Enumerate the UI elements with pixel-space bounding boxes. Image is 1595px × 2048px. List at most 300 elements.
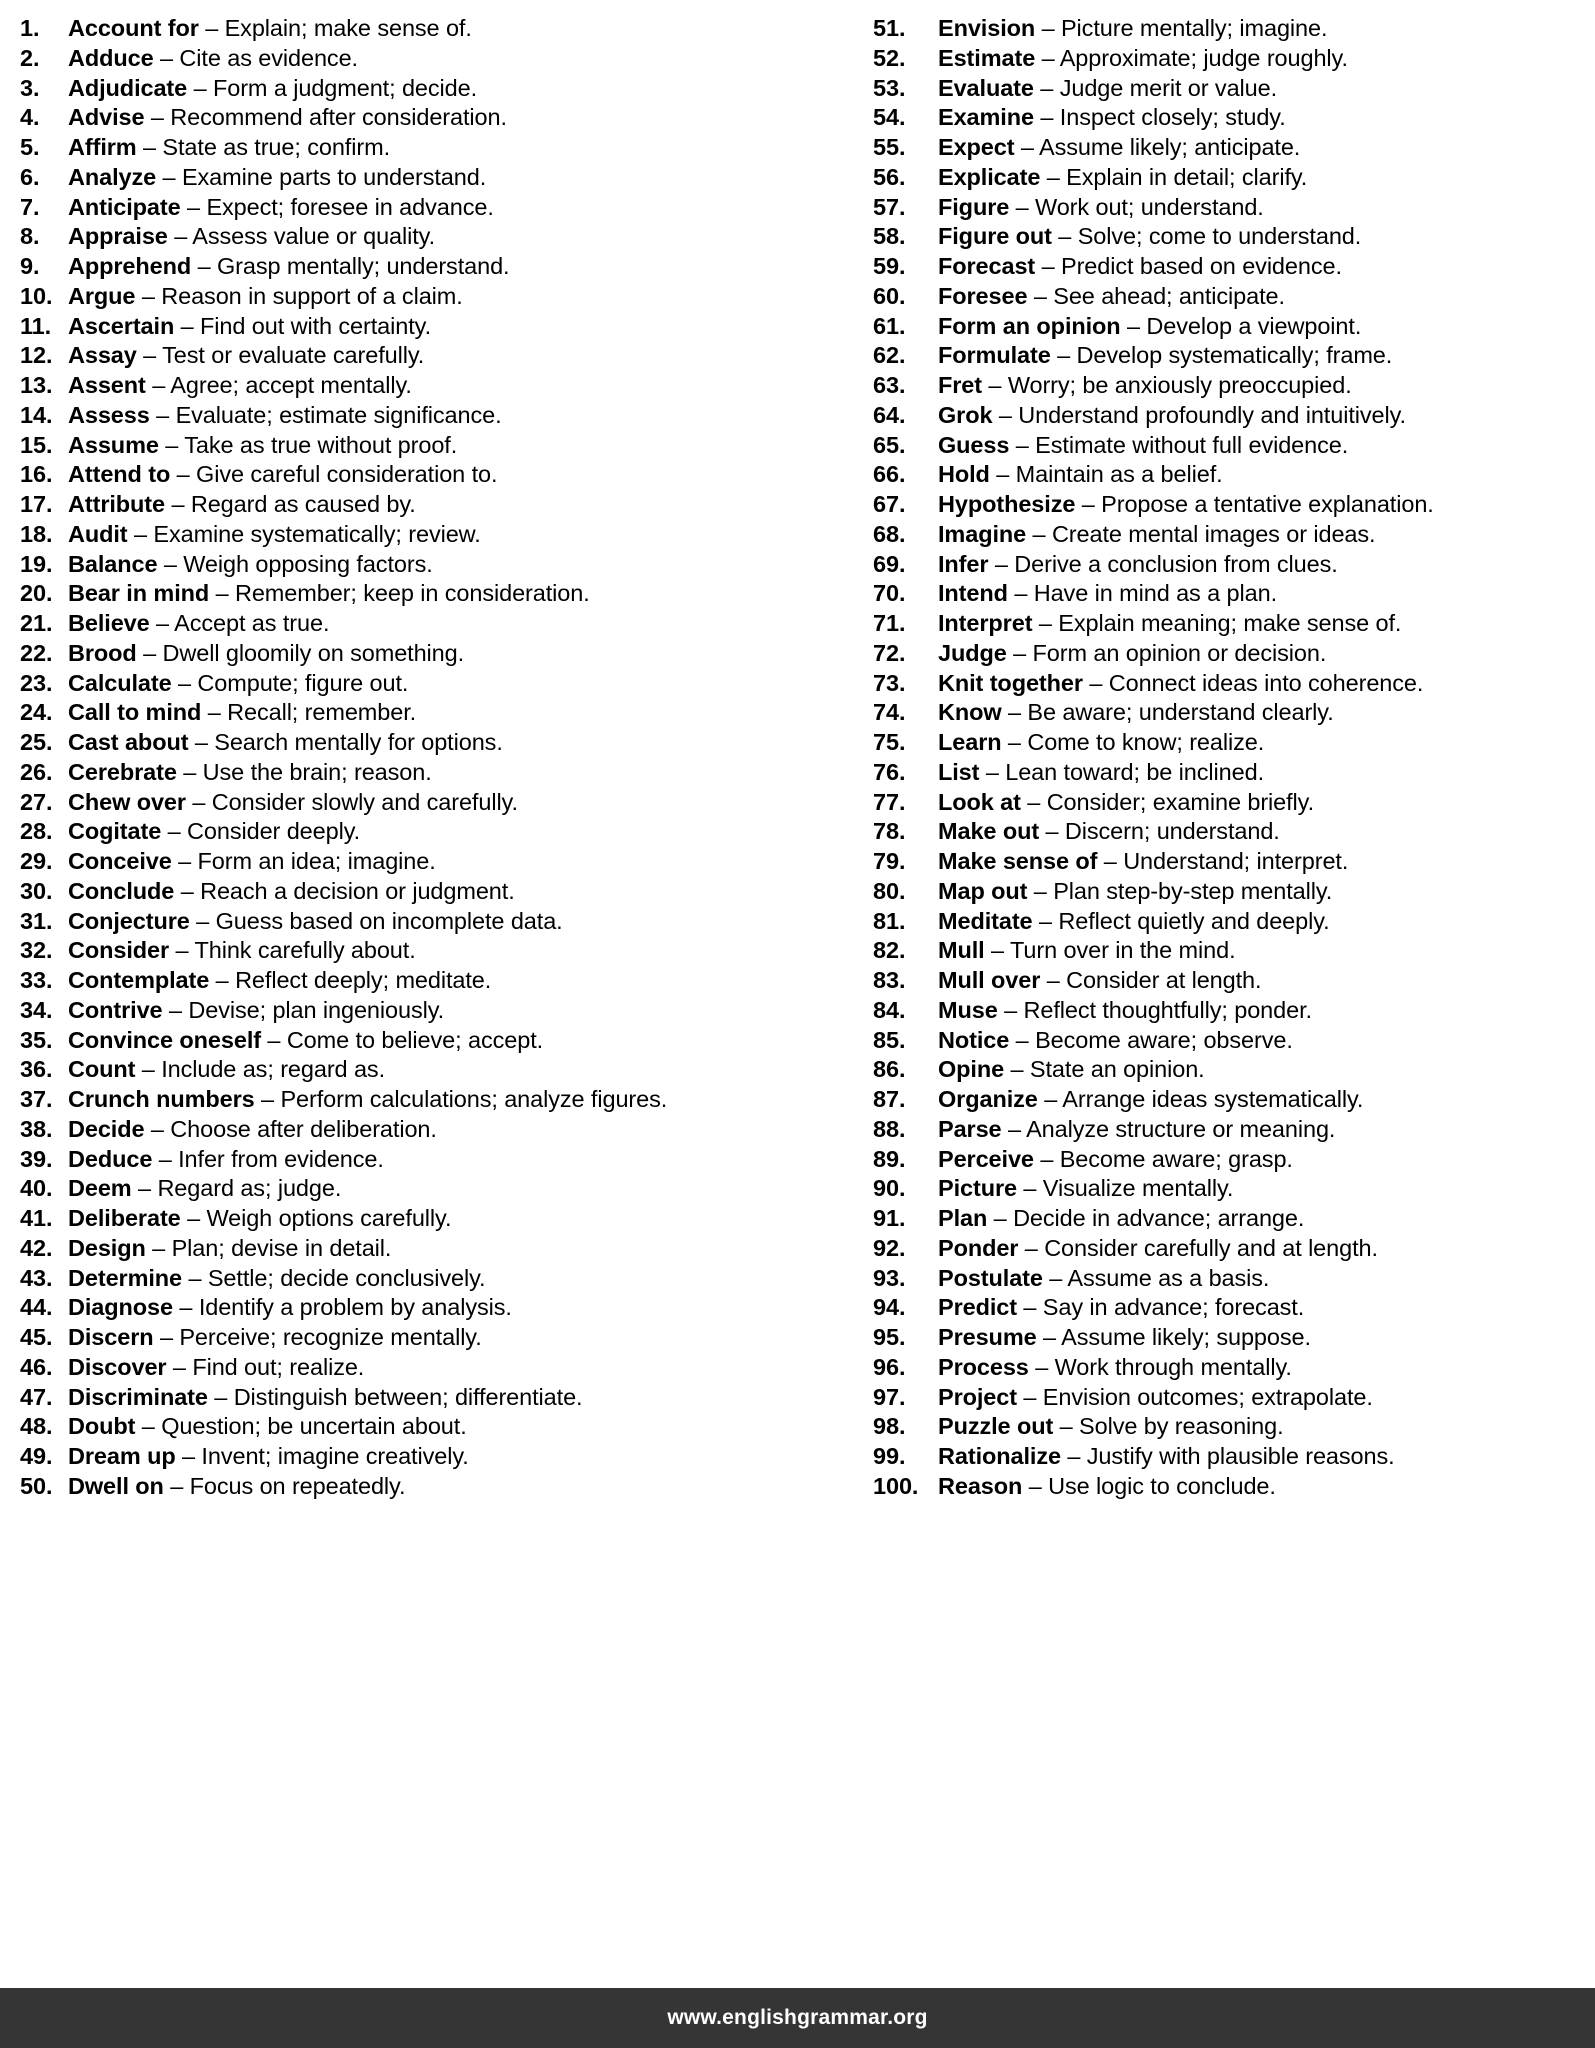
verb-item-dash: –	[1026, 520, 1052, 547]
verb-item-word: Assess	[68, 401, 150, 428]
verb-item-definition: Derive a conclusion from clues.	[1014, 550, 1338, 577]
verb-list-item	[20, 1174, 660, 1204]
verb-item-body	[68, 936, 660, 966]
verb-item-definition: Work through mentally.	[1054, 1353, 1292, 1380]
verb-item-dash: –	[1022, 1472, 1049, 1499]
verb-list-item	[873, 431, 1595, 461]
verb-item-word: Affirm	[68, 134, 137, 160]
verb-list-item	[20, 609, 660, 639]
verb-item-number: 24.	[20, 699, 53, 726]
verb-item-word: Opine	[938, 1056, 1005, 1083]
verb-item-number: 6.	[20, 163, 40, 190]
verb-item-body	[938, 1442, 1595, 1472]
verb-item-definition: Develop a viewpoint.	[1146, 312, 1362, 339]
verb-item-number: 39.	[20, 1145, 53, 1172]
verb-item-number: 48.	[20, 1413, 53, 1440]
verb-item-dash: –	[167, 223, 193, 250]
verb-item-body	[938, 698, 1595, 728]
verb-item-body	[68, 431, 660, 461]
verb-item-number: 19.	[20, 550, 53, 577]
verb-item-body	[938, 222, 1595, 252]
verb-item-dash: –	[153, 1324, 180, 1350]
verb-item-number: 75.	[873, 729, 906, 755]
verb-item-number: 42.	[20, 1234, 53, 1261]
verb-item-dash: –	[979, 758, 1006, 785]
verb-item-body	[68, 609, 660, 639]
verb-item-word: Form an opinion	[938, 312, 1121, 339]
verb-list-item	[20, 341, 660, 371]
verb-item-definition: Reflect quietly and deeply.	[1058, 907, 1330, 934]
verb-list-item	[20, 847, 660, 877]
verb-item-definition: Work out; understand.	[1035, 193, 1264, 220]
verb-item-definition: Identify a problem by analysis.	[198, 1294, 512, 1321]
verb-list-item	[873, 639, 1595, 669]
verb-list-item	[20, 520, 660, 550]
verb-item-dash: –	[136, 134, 163, 160]
verb-item-dash: –	[1006, 639, 1033, 666]
verb-item-definition: Reason in support of a claim.	[161, 282, 463, 309]
verb-item-number: 74.	[873, 699, 906, 726]
verb-item-definition: Examine parts to understand.	[181, 163, 487, 190]
verb-item-word: Deliberate	[68, 1205, 181, 1231]
verb-item-definition: Regard as caused by.	[190, 491, 416, 517]
verb-item-body	[68, 14, 660, 44]
verb-item-dash: –	[1016, 1383, 1043, 1410]
verb-item-number: 36.	[20, 1056, 53, 1083]
verb-item-dash: –	[174, 877, 201, 904]
verb-item-word: Conclude	[68, 877, 175, 904]
verb-item-dash: –	[1001, 729, 1028, 755]
verb-list-item	[873, 1055, 1595, 1085]
verb-list-item	[873, 847, 1595, 877]
verb-item-word: Consider	[68, 937, 170, 964]
verb-item-definition: Worry; be anxiously preoccupied.	[1007, 372, 1352, 398]
verb-item-definition: Explain in detail; clarify.	[1066, 163, 1308, 190]
verb-list-item	[20, 103, 660, 133]
verb-item-definition: Become aware; observe.	[1035, 1026, 1293, 1053]
verb-list-item	[873, 371, 1595, 401]
verb-list-item	[873, 550, 1595, 580]
verb-list-item	[873, 401, 1595, 431]
verb-item-number: 43.	[20, 1264, 53, 1291]
verb-item-dash: –	[165, 491, 191, 517]
verb-list-item	[873, 907, 1595, 937]
verb-item-definition: Justify with plausible reasons.	[1086, 1443, 1395, 1469]
verb-item-word: Project	[938, 1383, 1017, 1410]
verb-item-number: 14.	[20, 401, 53, 428]
verb-list-item	[20, 966, 660, 996]
verb-item-definition: Accept as true.	[174, 610, 330, 636]
verb-item-number: 90.	[873, 1175, 906, 1202]
verb-item-body	[938, 252, 1595, 282]
verb-item-dash: –	[1050, 342, 1077, 369]
verb-item-body	[938, 579, 1595, 609]
verb-item-dash: –	[131, 1175, 158, 1202]
verb-item-body	[68, 252, 660, 282]
verb-item-body	[938, 609, 1595, 639]
verb-item-word: Appraise	[68, 223, 168, 250]
verb-item-word: Calculate	[68, 669, 172, 696]
verb-item-word: Mull	[938, 937, 985, 964]
verb-item-body	[68, 371, 660, 401]
verb-item-definition: Recommend after consideration.	[170, 104, 507, 131]
verb-item-definition: Expect; foresee in advance.	[206, 193, 494, 220]
verb-item-word: Anticipate	[68, 193, 181, 220]
verb-item-number: 86.	[873, 1056, 906, 1083]
verb-item-word: Learn	[938, 729, 1002, 755]
verb-item-dash: –	[156, 163, 182, 190]
verb-item-word: Assay	[68, 342, 137, 369]
verb-item-body	[938, 341, 1595, 371]
verb-item-word: Convince oneself	[68, 1026, 261, 1053]
verb-item-word: Notice	[938, 1026, 1010, 1053]
verb-item-word: Make sense of	[938, 848, 1098, 874]
verb-item-word: Picture	[938, 1175, 1017, 1202]
verb-item-number: 92.	[873, 1234, 906, 1261]
verb-item-word: Dwell on	[68, 1472, 164, 1499]
verb-item-definition: State an opinion.	[1029, 1056, 1205, 1083]
verb-item-word: Design	[68, 1234, 146, 1261]
verb-list-item	[20, 639, 660, 669]
verb-list-item	[873, 579, 1595, 609]
verb-item-definition: Settle; decide conclusively.	[207, 1264, 486, 1291]
verb-list-item	[873, 222, 1595, 252]
verb-item-word: Dream up	[68, 1443, 176, 1469]
verb-item-word: Parse	[938, 1115, 1002, 1142]
verb-item-dash: –	[1001, 699, 1028, 726]
verb-item-definition: Come to know; realize.	[1027, 729, 1265, 755]
verb-item-dash: –	[984, 937, 1010, 964]
footer-website-url[interactable]: www.englishgrammar.org	[667, 2006, 928, 2029]
verb-item-word: Doubt	[68, 1413, 136, 1440]
verb-item-word: Conceive	[68, 848, 172, 874]
verb-item-number: 70.	[873, 580, 906, 607]
verb-item-dash: –	[1016, 1294, 1043, 1321]
verb-item-word: Perceive	[938, 1145, 1034, 1172]
verb-item-word: Process	[938, 1353, 1029, 1380]
verb-list-item	[20, 1055, 660, 1085]
verb-list-item	[873, 460, 1595, 490]
verb-item-dash: –	[180, 1205, 207, 1231]
verb-item-definition: Consider; examine briefly.	[1046, 788, 1315, 815]
verb-item-definition: Evaluate; estimate significance.	[175, 401, 502, 428]
verb-item-definition: Reflect thoughtfully; ponder.	[1023, 996, 1312, 1023]
verb-item-dash: –	[149, 401, 176, 428]
verb-item-dash: –	[135, 282, 162, 309]
verb-item-number: 12.	[20, 342, 53, 369]
verb-item-definition: State as true; confirm.	[162, 134, 390, 160]
verb-item-body	[68, 550, 660, 580]
verb-item-number: 38.	[20, 1115, 53, 1142]
verb-item-number: 44.	[20, 1294, 53, 1321]
verb-item-body	[68, 1264, 660, 1294]
verb-list-item	[20, 1264, 660, 1294]
verb-item-number: 79.	[873, 848, 906, 874]
verb-item-definition: Reflect deeply; meditate.	[235, 967, 492, 993]
verb-item-dash: –	[175, 1443, 202, 1469]
verb-item-dash: –	[172, 1294, 199, 1321]
verb-list-item	[20, 1234, 660, 1264]
verb-list-item	[20, 193, 660, 223]
verb-item-dash: –	[191, 253, 217, 279]
verb-item-definition: Include as; regard as.	[161, 1056, 385, 1083]
verb-item-definition: Discern; understand.	[1064, 818, 1280, 845]
verb-item-body	[938, 103, 1595, 133]
verb-item-number: 64.	[873, 401, 906, 428]
verb-item-number: 32.	[20, 937, 53, 964]
verb-item-definition: Plan step-by-step mentally.	[1053, 877, 1333, 904]
verb-item-word: Attend to	[68, 461, 171, 488]
verb-list-item	[20, 431, 660, 461]
verb-item-definition: Judge merit or value.	[1059, 74, 1278, 101]
verb-item-word: Ponder	[938, 1234, 1019, 1261]
verb-item-body	[938, 193, 1595, 223]
verb-list-item	[873, 817, 1595, 847]
verb-item-word: Envision	[938, 15, 1036, 41]
verb-list-item	[20, 74, 660, 104]
verb-item-definition: Assume likely; suppose.	[1061, 1324, 1311, 1350]
verb-item-dash: –	[149, 610, 175, 636]
verb-item-body	[68, 1055, 660, 1085]
verb-item-body	[68, 579, 660, 609]
verb-item-body	[938, 1234, 1595, 1264]
verb-item-definition: Reach a decision or judgment.	[200, 877, 515, 904]
verb-item-definition: Connect ideas into coherence.	[1108, 669, 1424, 696]
verb-list-item	[20, 44, 660, 74]
verb-item-dash: –	[1053, 1413, 1080, 1440]
verb-item-body	[938, 1293, 1595, 1323]
verb-item-definition: Create mental images or ideas.	[1051, 520, 1376, 547]
verb-item-body	[68, 103, 660, 133]
footer-bar	[0, 1988, 1595, 2048]
verb-item-dash: –	[135, 1413, 162, 1440]
verb-item-body	[68, 877, 660, 907]
verb-list-item	[873, 103, 1595, 133]
verb-item-body	[938, 163, 1595, 193]
verb-item-number: 73.	[873, 669, 906, 696]
verb-list-item	[873, 520, 1595, 550]
verb-item-word: Grok	[938, 401, 993, 428]
verb-item-body	[68, 520, 660, 550]
verb-list-item	[873, 44, 1595, 74]
verb-item-number: 16.	[20, 461, 53, 488]
verb-item-number: 83.	[873, 967, 906, 993]
verb-item-body	[68, 698, 660, 728]
verb-item-definition: Say in advance; forecast.	[1042, 1294, 1305, 1321]
verb-item-number: 99.	[873, 1443, 906, 1469]
verb-item-word: Believe	[68, 610, 150, 636]
verb-item-dash: –	[989, 461, 1016, 488]
verb-item-word: Contrive	[68, 996, 163, 1023]
verb-item-body	[938, 1026, 1595, 1056]
verb-item-body	[68, 312, 660, 342]
verb-item-definition: See ahead; anticipate.	[1053, 282, 1285, 309]
verb-item-definition: Solve by reasoning.	[1079, 1413, 1284, 1440]
verb-item-word: Hypothesize	[938, 491, 1076, 517]
verb-item-definition: Understand profoundly and intuitively.	[1018, 401, 1406, 428]
verb-list-item	[873, 1293, 1595, 1323]
verb-list-item	[20, 877, 660, 907]
verb-item-dash: –	[161, 818, 188, 845]
verb-item-body	[68, 758, 660, 788]
verb-item-body	[68, 460, 660, 490]
verb-item-dash: –	[1035, 15, 1061, 41]
verb-item-dash: –	[162, 996, 189, 1023]
verb-item-word: Estimate	[938, 44, 1036, 71]
verb-list-item	[873, 698, 1595, 728]
verb-item-word: Foresee	[938, 282, 1028, 309]
verb-item-definition: Infer from evidence.	[178, 1145, 384, 1172]
verb-item-number: 55.	[873, 134, 906, 160]
verb-item-body	[938, 1204, 1595, 1234]
verb-item-definition: Think carefully about.	[194, 937, 416, 964]
verb-item-number: 85.	[873, 1026, 906, 1053]
verb-item-word: Argue	[68, 282, 136, 309]
verb-item-number: 51.	[873, 15, 906, 41]
verb-item-body	[938, 966, 1595, 996]
verb-item-word: Reason	[938, 1472, 1023, 1499]
verb-item-word: Cerebrate	[68, 758, 177, 785]
verb-item-body	[938, 1055, 1595, 1085]
verb-item-word: Plan	[938, 1205, 988, 1231]
verb-item-word: Analyze	[68, 163, 157, 190]
verb-item-number: 91.	[873, 1205, 906, 1231]
verb-item-body	[938, 758, 1595, 788]
verb-item-body	[938, 1145, 1595, 1175]
verb-item-body	[938, 907, 1595, 937]
verb-item-dash: –	[163, 1472, 190, 1499]
verb-item-word: Figure out	[938, 223, 1052, 250]
verb-item-word: Expect	[938, 134, 1015, 160]
verb-list-item	[20, 996, 660, 1026]
verb-item-definition: Visualize mentally.	[1042, 1175, 1234, 1202]
verb-item-body	[68, 788, 660, 818]
verb-item-definition: Come to believe; accept.	[286, 1026, 544, 1053]
verb-item-number: 69.	[873, 550, 906, 577]
verb-item-number: 40.	[20, 1175, 53, 1202]
verb-item-dash: –	[1040, 163, 1067, 190]
verb-list-item	[873, 1472, 1595, 1502]
verb-item-definition: Assess value or quality.	[192, 223, 436, 250]
verb-item-dash: –	[1028, 1353, 1055, 1380]
verb-item-number: 88.	[873, 1115, 906, 1142]
verb-item-dash: –	[207, 1383, 234, 1410]
verb-item-word: Make out	[938, 818, 1040, 845]
verb-list-item	[873, 1383, 1595, 1413]
verb-item-word: Evaluate	[938, 74, 1034, 101]
verb-item-definition: Be aware; understand clearly.	[1027, 699, 1334, 726]
verb-list-left	[20, 14, 668, 1502]
verb-item-word: Imagine	[938, 520, 1027, 547]
verb-item-body	[938, 1383, 1595, 1413]
verb-item-body	[68, 133, 660, 163]
verb-item-body	[938, 490, 1595, 520]
verb-item-definition: Assume as a basis.	[1067, 1264, 1270, 1291]
verb-item-definition: Explain; make sense of.	[224, 15, 472, 41]
verb-item-number: 2.	[20, 44, 40, 71]
verb-item-body	[68, 222, 660, 252]
verb-item-word: Bear in mind	[68, 580, 210, 607]
verb-item-word: Diagnose	[68, 1294, 173, 1321]
verb-list-item	[20, 1353, 660, 1383]
verb-list-item	[20, 1115, 660, 1145]
verb-item-body	[938, 728, 1595, 758]
verb-item-word: Contemplate	[68, 967, 210, 993]
verb-item-body	[68, 996, 660, 1026]
verb-item-number: 9.	[20, 253, 40, 279]
verb-list-item	[20, 401, 660, 431]
verb-item-body	[68, 1174, 660, 1204]
verb-item-definition: Consider slowly and carefully.	[211, 788, 518, 815]
verb-item-dash: –	[1040, 967, 1067, 993]
verb-item-body	[68, 44, 660, 74]
verb-item-dash: –	[1033, 74, 1060, 101]
verb-item-body	[938, 1323, 1595, 1353]
verb-item-number: 98.	[873, 1413, 906, 1440]
verb-item-dash: –	[1060, 1443, 1087, 1469]
verb-item-word: Map out	[938, 877, 1028, 904]
verb-list-item	[20, 817, 660, 847]
verb-item-number: 97.	[873, 1383, 906, 1410]
verb-item-dash: –	[1120, 312, 1147, 339]
verb-list-item	[20, 460, 660, 490]
verb-item-body	[68, 669, 660, 699]
verb-item-number: 23.	[20, 669, 53, 696]
verb-item-number: 62.	[873, 342, 906, 369]
verb-item-word: Guess	[938, 431, 1010, 458]
verb-item-number: 66.	[873, 461, 906, 488]
verb-item-dash: –	[1032, 610, 1059, 636]
verb-list-item	[873, 1264, 1595, 1294]
verb-item-number: 13.	[20, 372, 53, 398]
verb-item-definition: Devise; plan ingeniously.	[188, 996, 445, 1023]
verb-item-dash: –	[153, 44, 180, 71]
verb-item-body	[938, 1472, 1595, 1502]
verb-item-body	[68, 966, 660, 996]
verb-item-dash: –	[1027, 877, 1054, 904]
verb-item-word: Conjecture	[68, 907, 190, 934]
verb-list-item	[873, 966, 1595, 996]
verb-item-word: Figure	[938, 193, 1010, 220]
verb-item-definition: Lean toward; be inclined.	[1005, 758, 1265, 785]
verb-item-dash: –	[1033, 104, 1060, 131]
verb-item-definition: Test or evaluate carefully.	[162, 342, 425, 369]
verb-item-dash: –	[135, 1056, 162, 1083]
verb-item-dash: –	[987, 1205, 1014, 1231]
verb-item-dash: –	[1020, 788, 1047, 815]
verb-item-word: Hold	[938, 461, 990, 488]
verb-list-item	[20, 788, 660, 818]
verb-item-word: Look at	[938, 788, 1021, 815]
verb-item-number: 46.	[20, 1353, 53, 1380]
verb-item-number: 53.	[873, 74, 906, 101]
verb-item-definition: Envision outcomes; extrapolate.	[1042, 1383, 1373, 1410]
verb-item-body	[938, 877, 1595, 907]
verb-item-number: 77.	[873, 788, 906, 815]
verb-item-number: 33.	[20, 967, 53, 993]
verb-item-number: 27.	[20, 788, 53, 815]
verb-item-definition: Agree; accept mentally.	[170, 372, 412, 398]
verb-item-number: 89.	[873, 1145, 906, 1172]
verb-item-body	[68, 639, 660, 669]
verb-item-number: 4.	[20, 104, 40, 131]
verb-item-body	[68, 1442, 660, 1472]
verb-item-dash: –	[136, 639, 163, 666]
verb-item-dash: –	[144, 104, 171, 131]
verb-item-word: Meditate	[938, 907, 1033, 934]
verb-item-word: Assume	[68, 431, 159, 458]
verb-item-body	[938, 371, 1595, 401]
